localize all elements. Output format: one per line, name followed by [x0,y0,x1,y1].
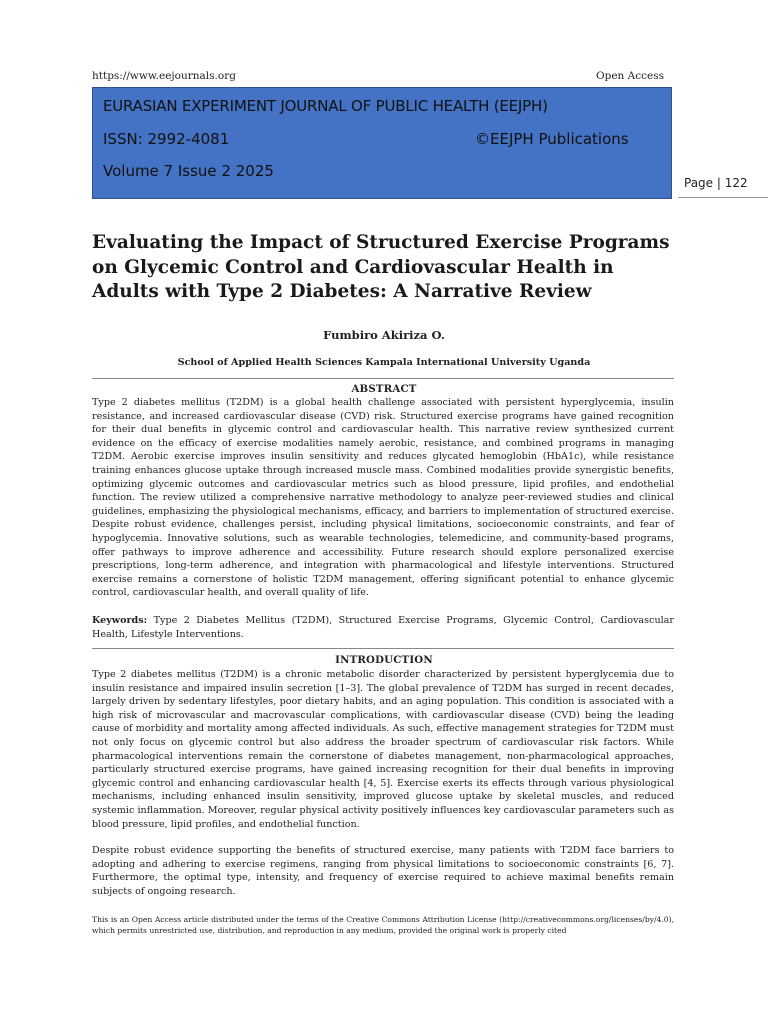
introduction-paragraph-2: Despite robust evidence supporting the benefits of structured exercise, many patients with T2DM face barriers to adopting and adhering to exercise regimens, ranging from physical limitations to socioeconomic constraints [6, 7]. Furthermore, the optimal type, intensity, and frequency of exercise required to achieve maximal benefits remain subjects of ongoing research. [92,845,674,897]
journal-volume: Volume 7 Issue 2 2025 [103,162,274,180]
page-number: Page | 122 [684,176,748,190]
license-footer: This is an Open Access article distributed under the terms of the Creative Commons Attribution License (http://creativecommons.org/licenses/by/4.0), which permits unrestricted use, distribution, and reproduction in any medium, provided the original work is properly cited [92,915,674,935]
keywords-list: Type 2 Diabetes Mellitus (T2DM), Structured Exercise Programs, Glycemic Control, Cardiovascular Health, Lifestyle Interventions. [92,615,674,640]
open-access-label: Open Access [596,70,664,82]
journal-name: EURASIAN EXPERIMENT JOURNAL OF PUBLIC HEALTH (EEJPH) [103,97,548,115]
journal-publisher: ©EEJPH Publications [475,130,629,148]
introduction-paragraph-1: Type 2 diabetes mellitus (T2DM) is a chronic metabolic disorder characterized by persistent hyperglycemia due to insulin resistance and impaired insulin secretion [1–3]. The global prevalence of T2DM has surged in recent decades, largely driven by sedentary lifestyles, poor dietary habits, and an aging population. This condition is associated with a high risk of microvascular and macrovascular complications, with cardiovascular disease (CVD) being the leading cause of morbidity and mortality among affected individuals. As such, effective management strategies for T2DM must not only focus on glycemic control but also address the broader spectrum of cardiovascular risk factors. While pharmacological interventions remain the cornerstone of diabetes management, non-pharmacological approaches, particularly structured exercise programs, have gained increasing recognition for their dual benefits in improving glycemic control and enhancing cardiovascular health [4, 5]. Exercise exerts its effects through various physiological mechanisms, including enhanced insulin sensitivity, improved glucose uptake by skeletal muscles, and reduced systemic inflammation. Moreover, regular physical activity positively influences key cardiovascular parameters such as blood pressure, lipid profiles, and endothelial function. [92,669,674,830]
abstract-bottom-rule [92,648,674,649]
abstract-top-rule [92,378,674,379]
introduction-heading: INTRODUCTION [335,654,433,666]
journal-url-link[interactable]: https://www.eejournals.org [92,70,236,82]
article-author: Fumbiro Akiriza O. [323,328,445,342]
author-affiliation: School of Applied Health Sciences Kampala International University Uganda [177,357,591,368]
page-number-rule [678,197,768,198]
journal-banner [92,87,672,199]
keywords-label: Keywords: [92,615,148,626]
journal-issn: ISSN: 2992-4081 [103,130,230,148]
keywords [92,614,674,641]
article-title: Evaluating the Impact of Structured Exercise Programs on Glycemic Control and Cardiovascular Health in Adults with Type 2 Diabetes: A Narrative Review [92,232,670,302]
abstract-heading: ABSTRACT [351,383,417,395]
abstract-text: Type 2 diabetes mellitus (T2DM) is a global health challenge associated with persistent hyperglycemia, insulin resistance, and increased cardiovascular disease (CVD) risk. Structured exercise programs have gained recognition for their dual benefits in glycemic control and cardiovascular health. This narrative review synthesized current evidence on the efficacy of exercise modalities namely aerobic, resistance, and combined programs in managing T2DM. Aerobic exercise improves insulin sensitivity and reduces glycated hemoglobin (HbA1c), while resistance training enhances glucose uptake through increased muscle mass. Combined modalities provide synergistic benefits, optimizing glycemic outcomes and cardiovascular metrics such as blood pressure, lipid profiles, and endothelial function. The review utilized a comprehensive narrative methodology to analyze peer-reviewed studies and clinical guidelines, emphasizing the physiological mechanisms, efficacy, and barriers to implementation of structured exercise. Despite robust evidence, challenges persist, including physical limitations, socioeconomic constraints, and fear of hypoglycemia. Innovative solutions, such as wearable technologies, telemedicine, and community-based programs, offer pathways to improve adherence and accessibility. Future research should explore personalized exercise prescriptions, long-term adherence, and integration with pharmacological and lifestyle interventions. Structured exercise remains a cornerstone of holistic T2DM management, offering significant potential to enhance glycemic control, cardiovascular health, and overall quality of life. [92,397,674,599]
